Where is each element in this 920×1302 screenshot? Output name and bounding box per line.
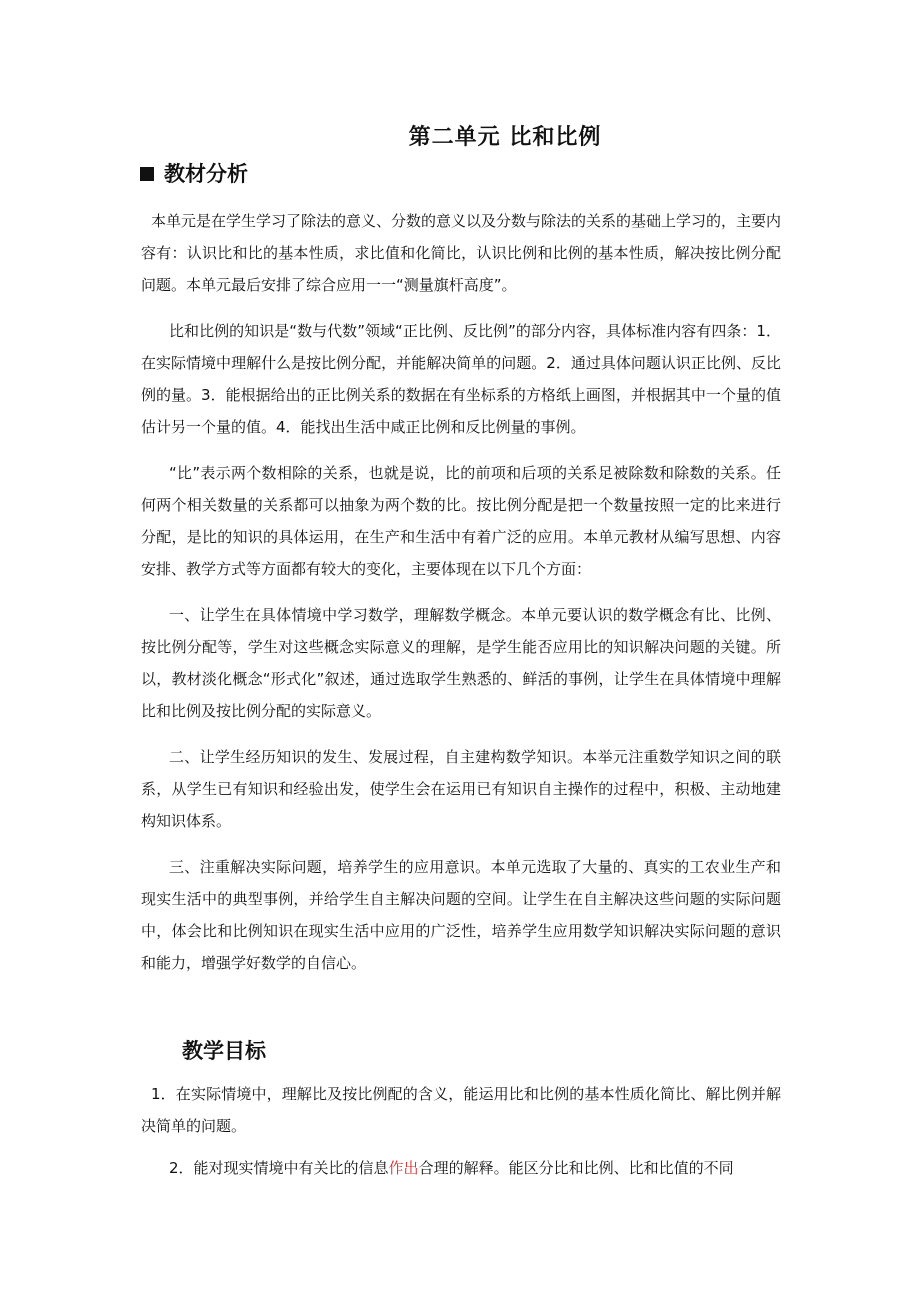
paragraph-4	[141, 599, 781, 727]
paragraph-text: 三、注重解决实际问题，培养学生的应用意识。本单元选取了大量的、真实的工农业生产和现实生活中的典型事例，并给学生自主解决问题的空间。让学生在自主解决这些问题的实际问题中，体会比和比例知识在现实生活中应用的广泛性，培养学生应用数学知识解决实际问题的意识和能力，增强学好数学的自信心。	[141, 858, 781, 972]
goal-2-text-after: 合理的解释。能区分比和比例、比和比值的不同	[418, 1159, 734, 1177]
goal-text	[141, 1152, 781, 1184]
goal-2	[141, 1152, 781, 1184]
paragraph-6	[141, 851, 781, 979]
paragraph-text: “比”表示两个数相除的关系，也就是说，比的前项和后项的关系足被除数和除数的关系。任何两个相关数量的关系都可以抽象为两个数的比。按比例分配是把一个数量按照一定的比来进行分配，是比的知识的具体运用，在生产和生活中有着广泛的应用。本单元教材从编写思想、内容安排、教学方式等方面都有较大的变化，主要体现在以下几个方面：	[141, 464, 781, 578]
paragraph-text: 本单元是在学生学习了除法的意义、分数的意义以及分数与除法的关系的基础上学习的，主要内容有：认识比和比的基本性质，求比值和化简比，认识比例和比例的基本性质，解决按比例分配问题。本单元最后安排了综合应用一一“测量旗杆高度”。	[141, 212, 782, 294]
paragraph-text: 二、让学生经历知识的发生、发展过程，自主建构数学知识。本举元注重数学知识之间的联系，从学生已有知识和经验出发，使学生会在运用已有知识自主操作的过程中，积极、主动地建构知识体系。	[141, 748, 781, 830]
goal-1	[141, 1078, 781, 1142]
goal-text: 1．在实际情境中，理解比及按比例配的含义，能运用比和比例的基本性质化简比、解比例并解决简单的问题。	[141, 1085, 781, 1135]
goal-2-text-before: 2．能对现实情境中有关比的信息	[169, 1159, 389, 1177]
paragraph-text: 比和比例的知识是“数与代数”领域“正比例、反比例”的部分内容，具体标准内容有四条：1．在实际情境中理解什么是按比例分配，并能解决简单的问题。2．通过具体问题认识正比例、反比例的量。3．能根据给出的正比例关系的数据在有坐标系的方格纸上画图，并根据其中一个量的值估计另一个量的值。4．能找出生活中咸正比例和反比例量的事例。	[141, 322, 781, 436]
paragraph-3	[141, 457, 781, 585]
paragraph-1	[141, 205, 781, 301]
paragraph-5	[141, 741, 781, 837]
section-heading-label: 教材分析	[164, 162, 248, 186]
paragraph-2	[141, 315, 781, 443]
page-title: 第二单元 比和比例	[408, 125, 602, 150]
goals-heading: 教学目标	[182, 1039, 266, 1063]
section-heading	[140, 158, 248, 188]
paragraph-text: 一、让学生在具体情境中学习数学，理解数学概念。本单元要认识的数学概念有比、比例、按比例分配等，学生对这些概念实际意义的理解，是学生能否应用比的知识解决问题的关键。所以，教材淡化概念“形式化”叙述，通过选取学生熟悉的、鲜活的事例，让学生在具体情境中理解比和比例及按比例分配的实际意义。	[141, 606, 781, 720]
goal-2-highlight: 作出	[388, 1159, 419, 1177]
black-square-bullet-icon	[140, 167, 154, 181]
